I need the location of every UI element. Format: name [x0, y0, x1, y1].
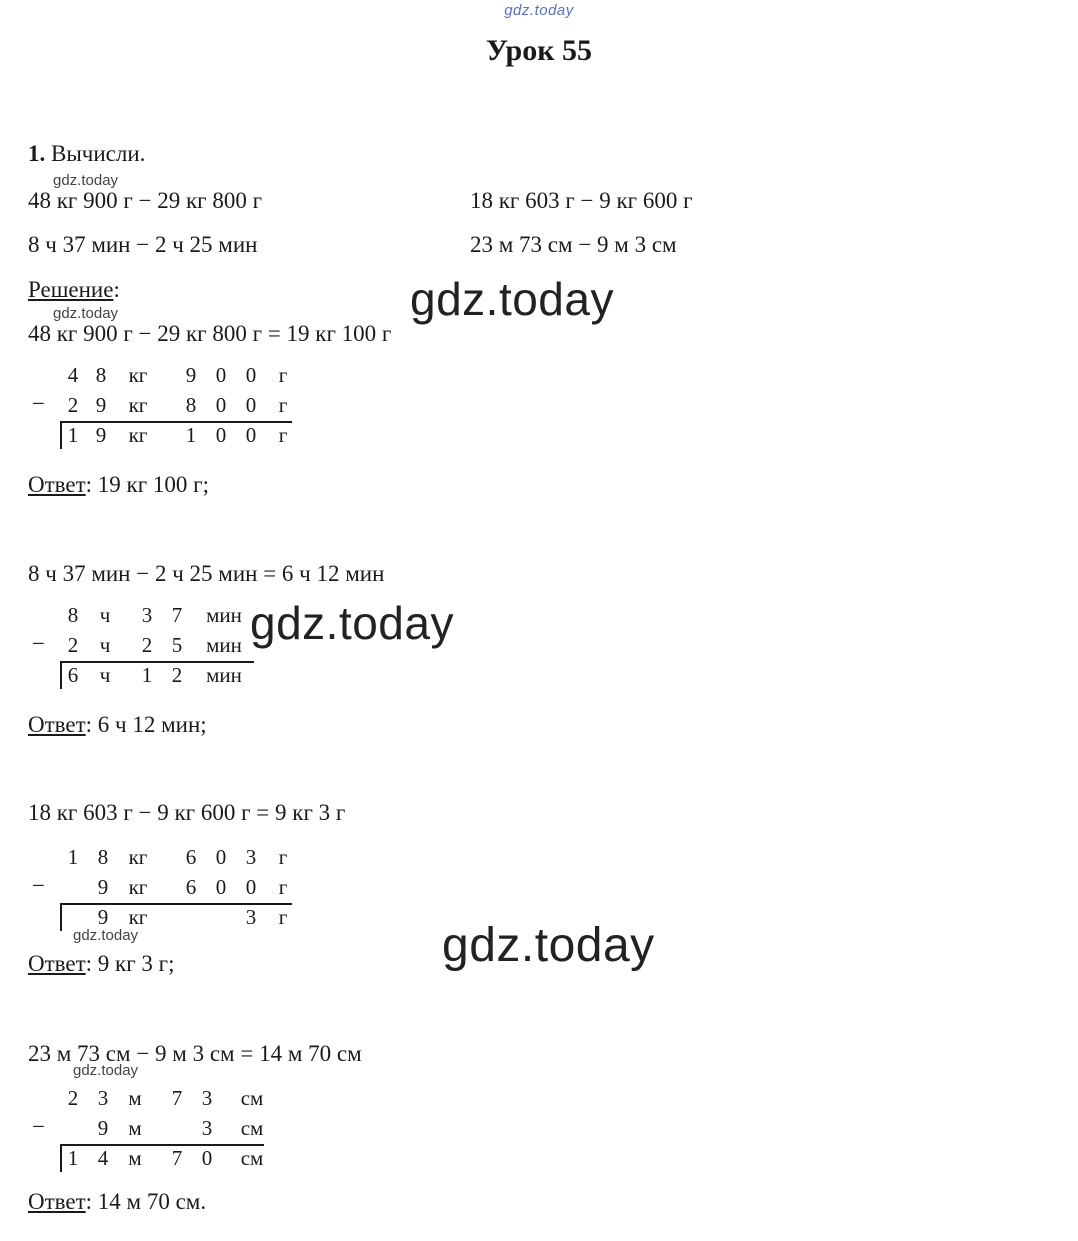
watermark-small: gdz.today [73, 927, 139, 944]
column-digit: 1 [67, 845, 79, 869]
exercise-2: 18 кг 603 г − 9 кг 600 г [470, 188, 693, 213]
exercise-4: 23 м 73 см − 9 м 3 см [470, 232, 677, 257]
solution-4-equation: 23 м 73 см − 9 м 3 см = 14 м 70 см [28, 1041, 362, 1066]
column-digit: г [278, 905, 288, 929]
column-digit: 0 [215, 393, 227, 417]
column-digit: г [278, 363, 288, 387]
column-digit: м [128, 1146, 142, 1170]
column-digit: г [278, 393, 288, 417]
column-digit: 6 [185, 875, 197, 899]
solution-heading: Решение: [28, 277, 120, 302]
column-digit: мин [206, 663, 242, 687]
column-digit: м [128, 1086, 142, 1110]
column-digit: кг [128, 363, 148, 387]
column-digit: 0 [245, 393, 257, 417]
result-bracket [60, 903, 62, 931]
minus-sign: − [32, 631, 45, 656]
column-digit: 9 [97, 875, 109, 899]
column-digit: кг [128, 393, 148, 417]
answer-label: Ответ [28, 712, 86, 737]
solution-2-answer [28, 711, 207, 739]
task-heading [28, 140, 145, 168]
column-digit: 2 [171, 663, 183, 687]
minus-sign: − [32, 873, 45, 898]
column-digit: 0 [245, 423, 257, 447]
column-digit: 0 [215, 875, 227, 899]
column-digit: 6 [185, 845, 197, 869]
answer-value: : 14 м 70 см. [85, 1189, 207, 1214]
column-digit: 7 [171, 1146, 183, 1170]
column-digit: 7 [171, 1086, 183, 1110]
answer-label: Ответ [28, 951, 86, 976]
minus-sign: − [32, 1114, 45, 1139]
solution-label: Решение [28, 277, 114, 302]
column-digit: 1 [141, 663, 153, 687]
column-digit: 8 [95, 363, 107, 387]
answer-value: : 9 кг 3 г; [85, 951, 175, 976]
column-digit: 3 [245, 905, 257, 929]
page-title: Урок 55 [485, 34, 593, 67]
column-digit: ч [99, 633, 111, 657]
column-digit: см [240, 1146, 264, 1170]
column-digit: 3 [201, 1116, 213, 1140]
answer-label: Ответ [28, 1189, 86, 1214]
column-digit: 5 [171, 633, 183, 657]
column-digit: 2 [141, 633, 153, 657]
column-digit: 0 [245, 875, 257, 899]
result-bracket [60, 1144, 62, 1172]
column-digit: 2 [67, 1086, 79, 1110]
column-digit: 1 [185, 423, 197, 447]
solution-1-equation: 48 кг 900 г − 29 кг 800 г = 19 кг 100 г [28, 321, 392, 346]
column-digit: 0 [215, 423, 227, 447]
column-digit: мин [206, 603, 242, 627]
column-digit: 3 [141, 603, 153, 627]
column-digit: 7 [171, 603, 183, 627]
column-digit: кг [128, 905, 148, 929]
column-digit: 9 [97, 905, 109, 929]
solution-1-answer [28, 471, 209, 499]
column-digit: 2 [67, 393, 79, 417]
result-line [62, 903, 292, 905]
result-line [62, 421, 292, 423]
column-digit: кг [128, 875, 148, 899]
watermark-small: gdz.today [73, 1062, 139, 1079]
column-digit: см [240, 1116, 264, 1140]
column-digit: 1 [67, 1146, 79, 1170]
task-number: 1. [28, 141, 46, 166]
column-digit: 8 [97, 845, 109, 869]
column-digit: 4 [67, 363, 79, 387]
watermark-small: gdz.today [53, 305, 119, 322]
header-logo: gdz.today [504, 2, 574, 19]
column-digit: см [240, 1086, 264, 1110]
watermark-large: gdz.today [410, 273, 614, 325]
column-digit: 3 [97, 1086, 109, 1110]
answer-value: : 6 ч 12 мин; [85, 712, 207, 737]
minus-sign: − [32, 391, 45, 416]
column-digit: 3 [245, 845, 257, 869]
column-digit: 8 [185, 393, 197, 417]
watermark-large: gdz.today [442, 919, 655, 972]
exercise-1: 48 кг 900 г − 29 кг 800 г [28, 188, 263, 213]
watermark-small: gdz.today [53, 172, 119, 189]
task-text: Вычисли. [51, 141, 146, 166]
column-digit: мин [206, 633, 242, 657]
column-digit: ч [99, 603, 111, 627]
column-digit: 3 [201, 1086, 213, 1110]
column-digit: 0 [215, 845, 227, 869]
solution-3-answer [28, 950, 174, 978]
solution-2-equation: 8 ч 37 мин − 2 ч 25 мин = 6 ч 12 мин [28, 561, 385, 586]
column-digit: 6 [67, 663, 79, 687]
column-digit: 0 [245, 363, 257, 387]
column-digit: г [278, 875, 288, 899]
column-digit: 0 [201, 1146, 213, 1170]
column-digit: 1 [67, 423, 79, 447]
column-digit: 9 [97, 1116, 109, 1140]
result-bracket [60, 421, 62, 449]
answer-value: : 19 кг 100 г; [85, 472, 209, 497]
answer-label: Ответ [28, 472, 86, 497]
solution-3-equation: 18 кг 603 г − 9 кг 600 г = 9 кг 3 г [28, 800, 346, 825]
watermark-large: gdz.today [250, 597, 454, 649]
column-digit: г [278, 423, 288, 447]
result-line [62, 661, 254, 663]
result-bracket [60, 661, 62, 689]
column-digit: 9 [95, 423, 107, 447]
column-digit: 8 [67, 603, 79, 627]
column-digit: 9 [95, 393, 107, 417]
column-digit: 2 [67, 633, 79, 657]
column-digit: 9 [185, 363, 197, 387]
column-digit: кг [128, 845, 148, 869]
column-digit: ч [99, 663, 111, 687]
exercise-3: 8 ч 37 мин − 2 ч 25 мин [28, 232, 258, 257]
column-digit: г [278, 845, 288, 869]
column-digit: м [128, 1116, 142, 1140]
column-digit: 4 [97, 1146, 109, 1170]
column-digit: кг [128, 423, 148, 447]
result-line [62, 1144, 264, 1146]
solution-4-answer [28, 1188, 206, 1216]
column-digit: 0 [215, 363, 227, 387]
